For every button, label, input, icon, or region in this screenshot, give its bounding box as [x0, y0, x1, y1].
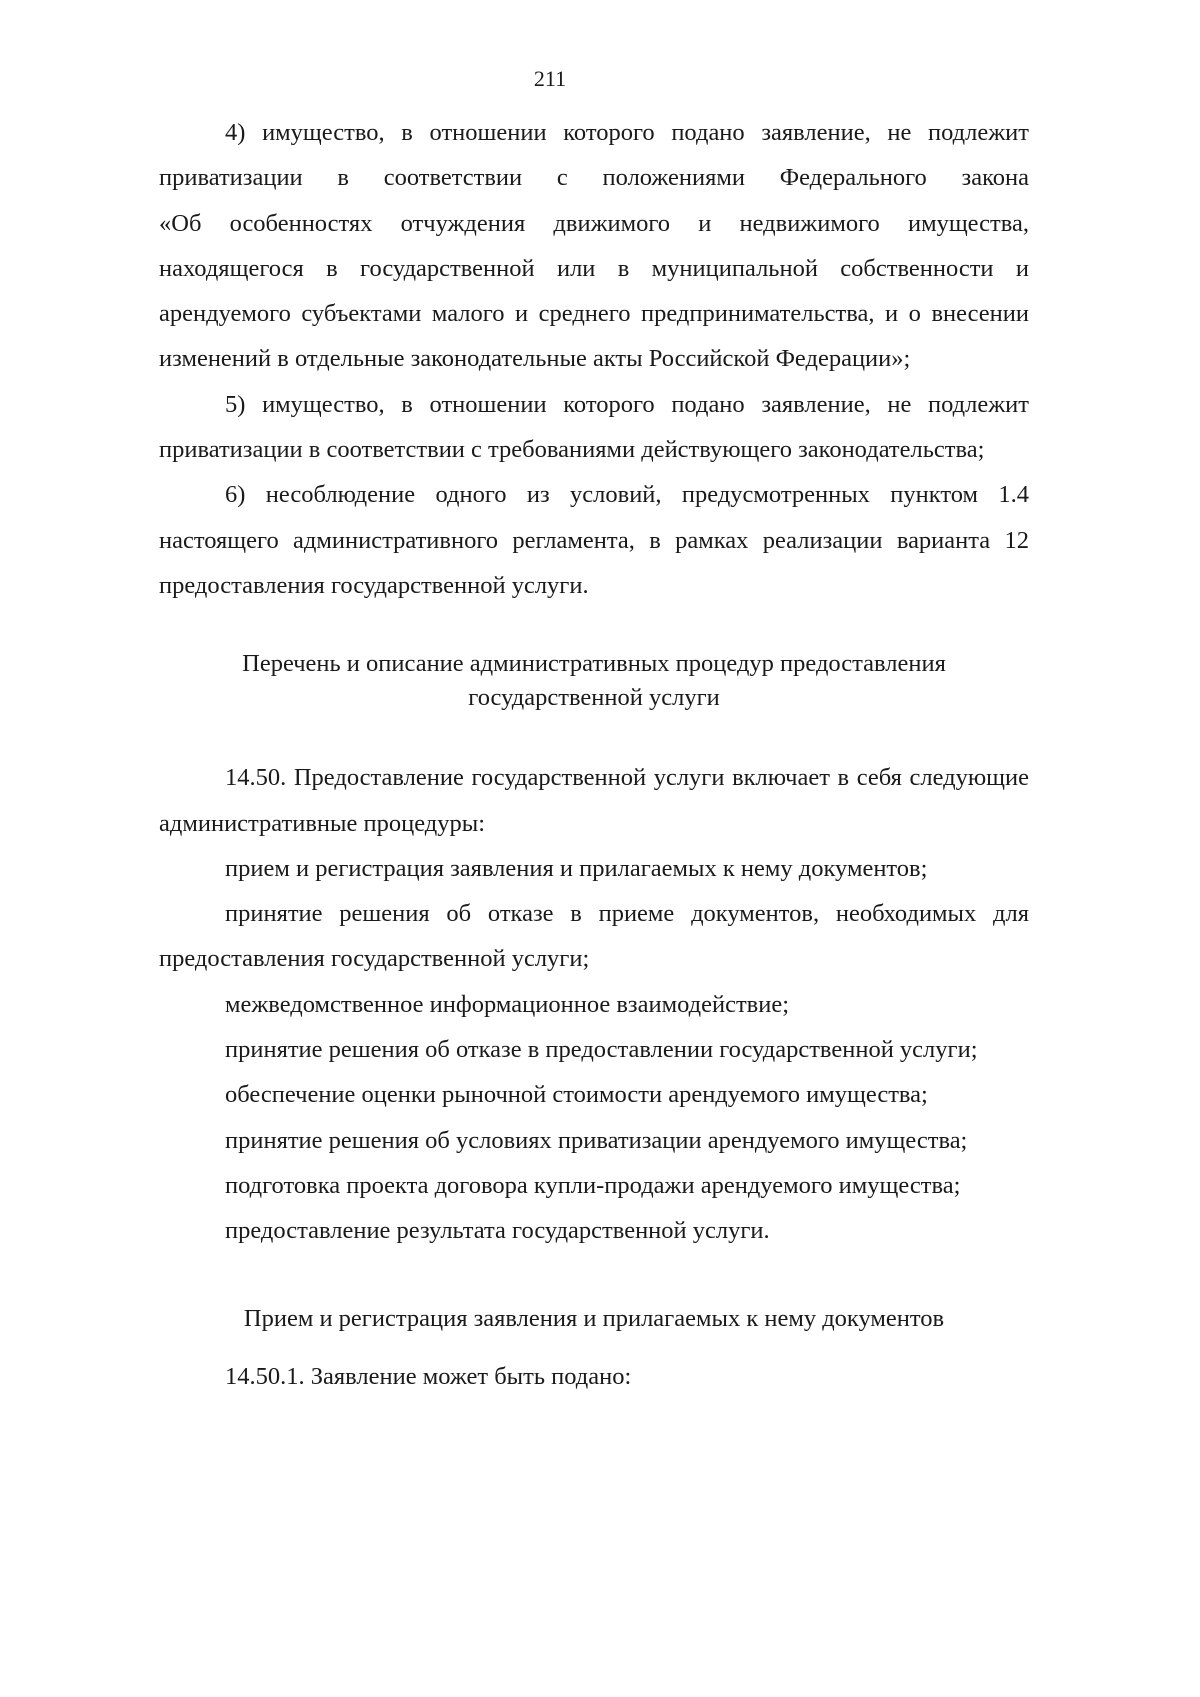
paragraph-14-50-1: 14.50.1. Заявление может быть подано: [225, 1362, 632, 1390]
section-heading-line-2: государственной услуги [468, 684, 720, 712]
procedure-item: межведомственное информационное взаимодействие; [225, 990, 790, 1018]
list-item-4: 4) имущество, в отношении которого подано заявление, не подлежит приватизации в соответствии с положениями Федерального закона «Об особенностях отчуждения движимого и недвижимого имущества, находящегося в государственной или в муниципальной собственности и арендуемого субъектами малого и среднего предпринимательства, и о внесении изменений в отдельные законодательные акты Российской Федерации»; [159, 119, 1029, 373]
procedure-item: обеспечение оценки рыночной стоимости арендуемого имущества; [225, 1081, 928, 1109]
procedure-item: прием и регистрация заявления и прилагаемых к нему документов; [225, 854, 928, 882]
procedure-item: предоставление результата государственной услуги. [225, 1217, 770, 1245]
section-heading-procedures [159, 647, 1029, 715]
section-heading-reception: Прием и регистрация заявления и прилагаемых к нему документов [243, 1304, 945, 1332]
list-item-5: 5) имущество, в отношении которого подано заявление, не подлежит приватизации в соответствии с требованиями действующего законодательства; [159, 390, 1029, 464]
procedure-item: принятие решения об отказе в приеме документов, необходимых для предоставления государственной услуги; [159, 900, 1029, 973]
procedure-item: принятие решения об условиях приватизации арендуемого имущества; [225, 1126, 968, 1154]
document-body [159, 110, 1029, 1399]
list-item-6: 6) несоблюдение одного из условий, предусмотренных пунктом 1.4 настоящего административного регламента, в рамках реализации варианта 12 предоставления государственной услуги. [159, 481, 1029, 599]
paragraph-14-50: 14.50. Предоставление государственной услуги включает в себя следующие административные процедуры: [159, 764, 1029, 837]
page-number: 211 [533, 66, 567, 91]
procedure-item: подготовка проекта договора купли-продажи арендуемого имущества; [225, 1171, 961, 1199]
procedure-item: принятие решения об отказе в предоставлении государственной услуги; [225, 1036, 978, 1064]
section-heading-line-1: Перечень и описание административных процедур предоставления [242, 650, 946, 678]
